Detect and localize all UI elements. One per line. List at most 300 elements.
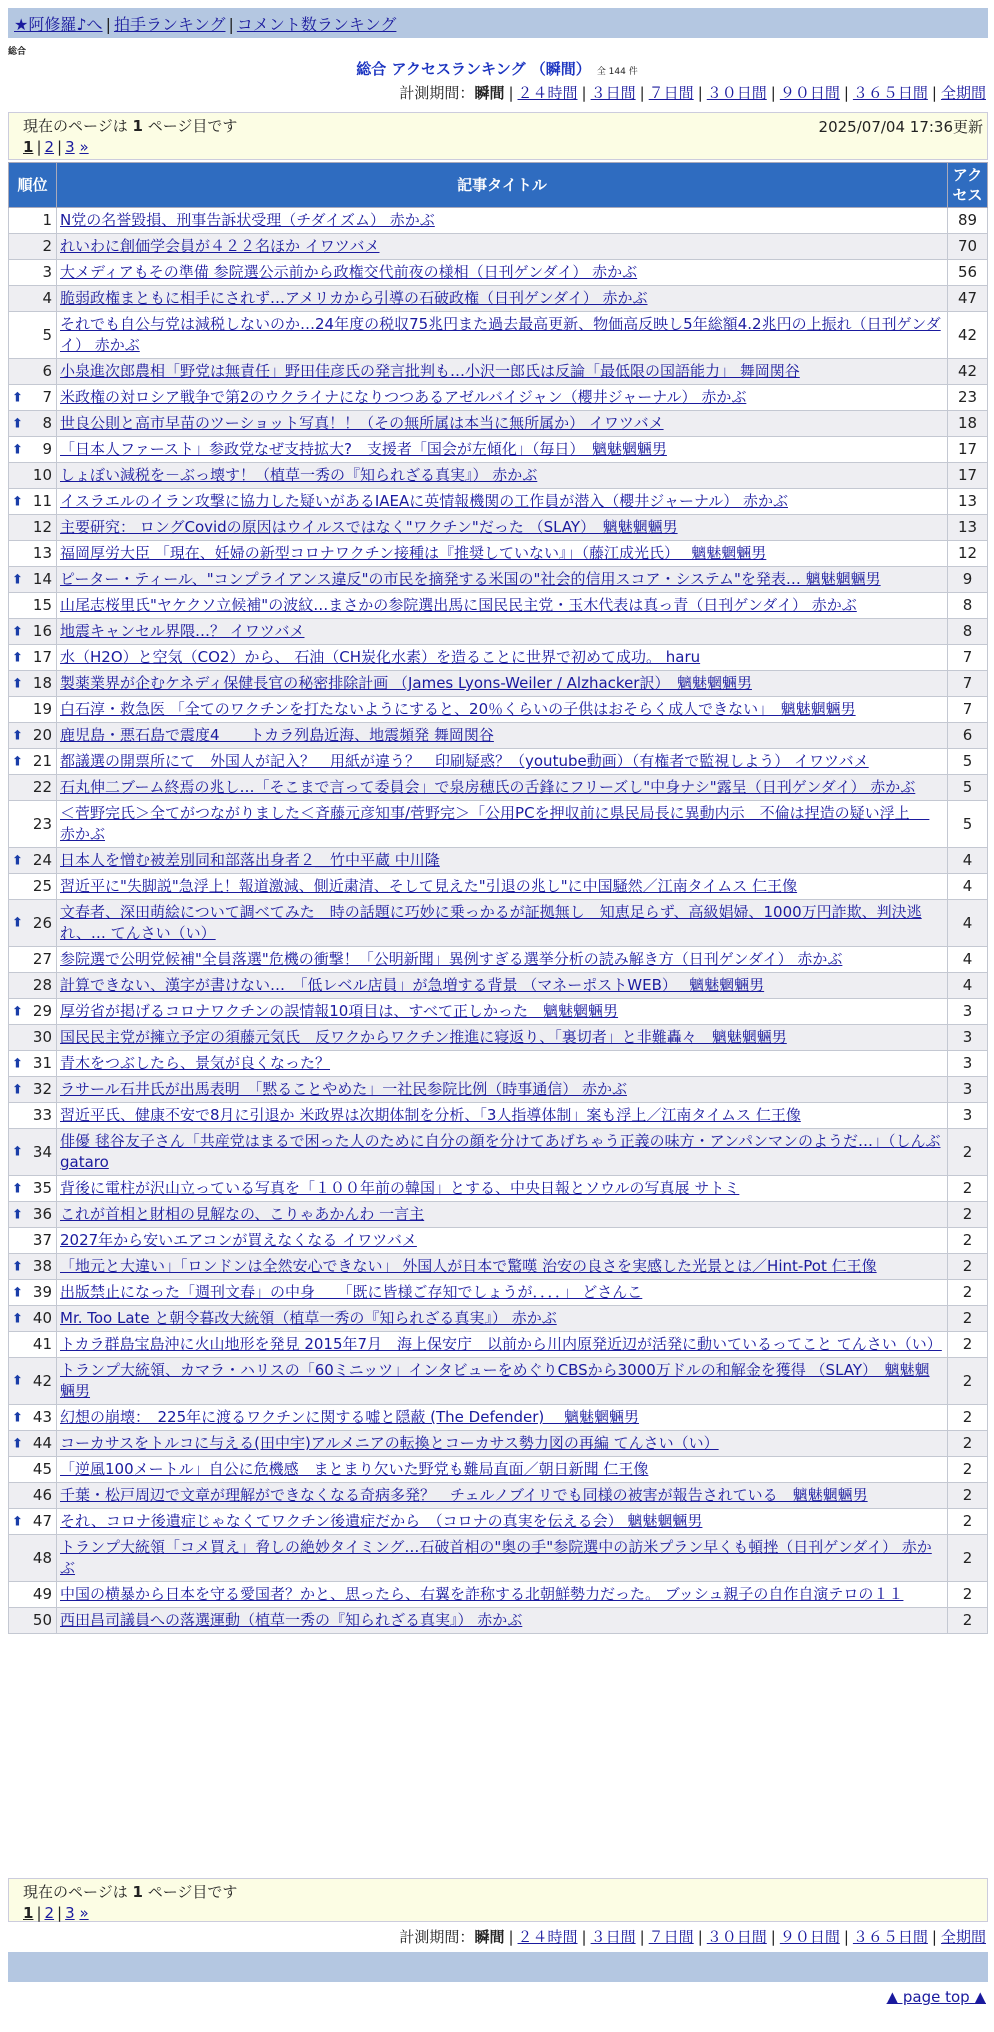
rank-up-arrow-icon: ⬆ bbox=[12, 915, 23, 931]
rank-up-arrow-icon: ⬆ bbox=[12, 1207, 23, 1222]
rank-cell bbox=[9, 1228, 57, 1254]
current-page-number: 1 bbox=[132, 1883, 143, 1901]
rank-number: 48 bbox=[32, 1548, 52, 1567]
table-row bbox=[9, 697, 988, 723]
article-title-link[interactable]: 製薬業界が企むケネディ保健長官の秘密排除計画 （James Lyons-Weiler / Alzhacker訳） 魑魅魍魎男 bbox=[60, 674, 752, 692]
title-cell bbox=[57, 1306, 948, 1332]
comment-ranking-link[interactable]: コメント数ランキング bbox=[236, 15, 397, 34]
rank-up-arrow-icon: ⬆ bbox=[12, 1285, 23, 1300]
title-cell bbox=[57, 1129, 948, 1176]
period-separator: | bbox=[639, 84, 645, 102]
table-row bbox=[9, 1405, 988, 1431]
rank-cell bbox=[9, 1025, 57, 1051]
article-title-link[interactable]: 石丸伸二ブーム終焉の兆し…「そこまで言って委員会」で泉房穂氏の舌鋒にフリーズし"中身ナシ"露呈（日刊ゲンダイ） 赤かぶ bbox=[60, 778, 916, 796]
rank-cell bbox=[9, 312, 57, 359]
page-title bbox=[0, 58, 994, 79]
article-title-link[interactable]: Mr. Too Late と朝令暮改大統領（植草一秀の『知られざる真実』） 赤かぶ bbox=[60, 1309, 557, 1327]
table-row bbox=[9, 593, 988, 619]
article-title-link[interactable]: 山尾志桜里氏"ヤケクソ立候補"の波紋…まさかの参院選出馬に国民民主党・玉木代表は真っ青（日刊ゲンダイ） 赤かぶ bbox=[60, 596, 857, 614]
ranking-heading: 総合 アクセスランキング （瞬間） bbox=[356, 60, 591, 78]
article-title-link[interactable]: トカラ群島宝島沖に火山地形を発見 2015年7月 海上保安庁 以前から川内原発近辺が活発に動いているってこと てんさい（い） bbox=[60, 1335, 942, 1353]
rank-up-arrow-icon: ⬆ bbox=[12, 1181, 23, 1196]
rank-cell bbox=[9, 1254, 57, 1280]
article-title-link[interactable]: 米政権の対ロシア戦争で第2のウクライナになりつつあるアゼルバイジャン（櫻井ジャーナル） 赤かぶ bbox=[60, 388, 747, 406]
article-title-link[interactable]: 参院選で公明党候補"全員落選"危機の衝撃！「公明新聞」異例すぎる選挙分析の読み解き方（日刊ゲンダイ） 赤かぶ bbox=[60, 950, 843, 968]
table-row bbox=[9, 1077, 988, 1103]
pager-top bbox=[8, 112, 988, 160]
rank-number: 7 bbox=[42, 388, 52, 406]
title-cell bbox=[57, 1358, 948, 1405]
period-option-link[interactable]: ３６５日間 bbox=[852, 84, 928, 102]
access-count: 42 bbox=[948, 312, 988, 359]
access-count: 2 bbox=[948, 1129, 988, 1176]
rank-cell bbox=[9, 1332, 57, 1358]
article-title-link[interactable]: 文春者、深田萌絵について調べてみた 時の話題に巧妙に乗っかるが証拠無し 知恵足らず、高級娼婦、1000万円詐欺、判決逃れ、… てんさい（い） bbox=[60, 903, 922, 942]
period-label: 計測期間： bbox=[399, 1928, 475, 1946]
access-count: 7 bbox=[948, 697, 988, 723]
article-title-link[interactable]: 「日本人ファースト」参政党なぜ支持拡大? 支援者「国会が左傾化」（毎日） 魑魅魍魎男 bbox=[60, 440, 667, 458]
title-cell bbox=[57, 593, 948, 619]
access-count: 47 bbox=[948, 286, 988, 312]
rank-number: 3 bbox=[42, 263, 52, 281]
period-option-link[interactable]: ７日間 bbox=[648, 1928, 694, 1946]
page-separator: | bbox=[57, 1904, 63, 1922]
article-title-link[interactable]: それでも自公与党は減税しないのか…24年度の税収75兆円また過去最高更新、物価高反映し5年総額4.2兆円の上振れ（日刊ゲンダイ） 赤かぶ bbox=[60, 315, 941, 354]
table-row bbox=[9, 1280, 988, 1306]
access-count: 2 bbox=[948, 1202, 988, 1228]
table-row bbox=[9, 1358, 988, 1405]
period-option-link[interactable]: ３日間 bbox=[590, 1928, 636, 1946]
rank-cell bbox=[9, 723, 57, 749]
title-cell bbox=[57, 1332, 948, 1358]
article-title-link[interactable]: 千葉・松戸周辺で文章が理解ができなくなる奇病多発？ チェルノブイリでも同様の被害が報告されている 魑魅魍魎男 bbox=[60, 1486, 868, 1504]
rank-number: 32 bbox=[32, 1080, 52, 1098]
rank-number: 47 bbox=[32, 1512, 52, 1530]
access-count: 4 bbox=[948, 947, 988, 973]
rank-cell bbox=[9, 1202, 57, 1228]
article-title-link[interactable]: 2027年から安いエアコンが買えなくなる イワツバメ bbox=[60, 1231, 417, 1249]
article-title-link[interactable]: 鹿児島・悪石島で震度4 トカラ列島近海、地震頻発 舞岡関谷 bbox=[60, 726, 494, 744]
access-count: 17 bbox=[948, 437, 988, 463]
period-current: 瞬間 bbox=[474, 84, 505, 102]
table-row bbox=[9, 723, 988, 749]
rank-number: 27 bbox=[32, 950, 52, 968]
title-cell bbox=[57, 208, 948, 234]
title-cell bbox=[57, 1077, 948, 1103]
article-title-link[interactable]: 背後に電柱が沢山立っている写真を「１００年前の韓国」とする、中央日報とソウルの写真展 サトミ bbox=[60, 1179, 740, 1197]
rank-cell bbox=[9, 489, 57, 515]
ranking-rows bbox=[9, 208, 988, 1634]
rank-number: 40 bbox=[32, 1309, 52, 1327]
rank-cell bbox=[9, 900, 57, 947]
article-title-link[interactable]: 福岡厚労大臣 「現在、妊婦の新型コロナワクチン接種は『推奨していない』」（藤江成光氏） 魑魅魍魎男 bbox=[60, 544, 767, 562]
top-nav-bar bbox=[8, 8, 988, 38]
table-row bbox=[9, 437, 988, 463]
article-title-link[interactable]: 厚労省が掲げるコロナワクチンの誤情報10項目は、すべて正しかった 魑魅魍魎男 bbox=[60, 1002, 619, 1020]
bottom-bar bbox=[8, 1952, 988, 1982]
table-row bbox=[9, 775, 988, 801]
period-separator: | bbox=[697, 84, 703, 102]
rank-up-arrow-icon: ⬆ bbox=[12, 390, 23, 405]
period-option-link[interactable]: ２４時間 bbox=[517, 1928, 578, 1946]
access-count: 89 bbox=[948, 208, 988, 234]
article-title-link[interactable]: 主要研究： ロングCovidの原因はウイルスではなく"ワクチン"だった （SLAY） 魑魅魍魎男 bbox=[60, 518, 678, 536]
title-cell bbox=[57, 1535, 948, 1582]
page-separator: | bbox=[57, 138, 63, 156]
table-row bbox=[9, 312, 988, 359]
page-separator: | bbox=[36, 138, 42, 156]
rank-number: 49 bbox=[32, 1585, 52, 1603]
article-title-link[interactable]: 俳優 毬谷友子さん「共産党はまるで困った人のために自分の顔を分けてあげちゃう正義の味方・アンパンマンのようだ…」（しんぶ gataro bbox=[60, 1132, 941, 1171]
access-count: 12 bbox=[948, 541, 988, 567]
article-title-link[interactable]: 世良公則と高市早苗のツーショット写真！！（その無所属は本当に無所属か） イワツバメ bbox=[60, 414, 664, 432]
access-count: 70 bbox=[948, 234, 988, 260]
rank-number: 17 bbox=[32, 648, 52, 666]
period-option-link[interactable]: ９０日間 bbox=[779, 1928, 840, 1946]
rank-cell bbox=[9, 749, 57, 775]
rank-cell bbox=[9, 593, 57, 619]
rank-number: 34 bbox=[32, 1142, 52, 1161]
rank-cell bbox=[9, 234, 57, 260]
rank-cell bbox=[9, 1582, 57, 1608]
access-count: 13 bbox=[948, 489, 988, 515]
rank-number: 10 bbox=[32, 466, 52, 484]
rank-number: 43 bbox=[32, 1408, 52, 1426]
table-row bbox=[9, 947, 988, 973]
article-title-link[interactable]: 白石淳・救急医 「全てのワクチンを打たないようにすると、20％くらいの子供はおそらく成人できない」 魑魅魍魎男 bbox=[60, 700, 856, 718]
rank-cell bbox=[9, 645, 57, 671]
rank-number: 8 bbox=[42, 414, 52, 432]
period-selector bbox=[399, 82, 986, 103]
article-title-link[interactable]: しょぼい減税を－ぶっ壊す！（植草一秀の『知られざる真実』） 赤かぶ bbox=[60, 466, 538, 484]
rank-cell bbox=[9, 541, 57, 567]
rank-cell bbox=[9, 801, 57, 848]
period-option-link[interactable]: ９０日間 bbox=[779, 84, 840, 102]
title-cell bbox=[57, 1405, 948, 1431]
article-title-link[interactable]: 国民民主党が擁立予定の須藤元気氏 反ワクからワクチン推進に寝返り、「裏切者」と非難轟々 魑魅魍魎男 bbox=[60, 1028, 787, 1046]
rank-cell bbox=[9, 1535, 57, 1582]
table-row bbox=[9, 1332, 988, 1358]
table-row bbox=[9, 1103, 988, 1129]
access-count: 2 bbox=[948, 1358, 988, 1405]
rank-cell bbox=[9, 437, 57, 463]
page-link[interactable]: 3 bbox=[65, 1904, 75, 1922]
rank-cell bbox=[9, 1306, 57, 1332]
pagination-links bbox=[23, 136, 973, 158]
table-row bbox=[9, 671, 988, 697]
rank-number: 4 bbox=[42, 289, 52, 307]
title-cell bbox=[57, 697, 948, 723]
period-separator: | bbox=[581, 84, 587, 102]
table-row bbox=[9, 1483, 988, 1509]
rank-cell bbox=[9, 619, 57, 645]
rank-cell bbox=[9, 1509, 57, 1535]
rank-cell bbox=[9, 1431, 57, 1457]
rank-up-arrow-icon: ⬆ bbox=[12, 494, 23, 509]
access-count: 9 bbox=[948, 567, 988, 593]
article-title-link[interactable]: 西田昌司議員への落選運動（植草一秀の『知られざる真実』） 赤かぶ bbox=[60, 1611, 523, 1629]
article-title-link[interactable]: 脆弱政権まともに相手にされず…アメリカから引導の石破政権（日刊ゲンダイ） 赤かぶ bbox=[60, 289, 648, 307]
access-count: 7 bbox=[948, 645, 988, 671]
rank-number: 20 bbox=[32, 726, 52, 744]
table-row bbox=[9, 1176, 988, 1202]
article-title-link[interactable]: 青木をつぶしたら、景気が良くなった？ bbox=[60, 1054, 331, 1072]
rank-number: 19 bbox=[32, 700, 52, 718]
article-title-link[interactable]: れいわに創価学会員が４２２名ほか イワツバメ bbox=[60, 237, 380, 255]
rank-cell bbox=[9, 1457, 57, 1483]
rank-number: 6 bbox=[42, 362, 52, 380]
title-cell bbox=[57, 260, 948, 286]
article-title-link[interactable]: 「地元と大違い」「ロンドンは全然安心できない」 外国人が日本で驚嘆 治安の良さを実感した光景とは／Hint-Pot 仁王像 bbox=[60, 1257, 877, 1275]
article-title-link[interactable]: コーカサスをトルコに与える(田中宇)アルメニアの転換とコーカサス勢力図の再編 てんさい（い） bbox=[60, 1434, 719, 1452]
article-title-link[interactable]: それ、コロナ後遺症じゃなくてワクチン後遺症だから （コロナの真実を伝える会） 魑魅魍魎男 bbox=[60, 1512, 703, 1530]
period-option-link[interactable]: ３日間 bbox=[590, 84, 636, 102]
rank-up-arrow-icon: ⬆ bbox=[12, 1311, 23, 1326]
rank-up-arrow-icon: ⬆ bbox=[12, 624, 23, 639]
table-row bbox=[9, 208, 988, 234]
rank-up-arrow-icon: ⬆ bbox=[12, 754, 23, 769]
title-cell bbox=[57, 874, 948, 900]
table-row bbox=[9, 359, 988, 385]
access-count: 3 bbox=[948, 999, 988, 1025]
rank-up-arrow-icon: ⬆ bbox=[12, 676, 23, 691]
article-title-link[interactable]: トランプ大統領、カマラ・ハリスの「60ミニッツ」インタビューをめぐりCBSから3000万ドルの和解金を獲得 （SLAY） 魑魅魍魎男 bbox=[60, 1361, 930, 1400]
title-cell bbox=[57, 286, 948, 312]
rank-up-arrow-icon: ⬆ bbox=[12, 1436, 23, 1451]
period-option-link[interactable]: ３６５日間 bbox=[852, 1928, 928, 1946]
rank-number: 5 bbox=[42, 325, 52, 344]
current-page-number: 1 bbox=[132, 117, 143, 135]
rank-cell bbox=[9, 411, 57, 437]
title-cell bbox=[57, 1025, 948, 1051]
rank-number: 42 bbox=[32, 1371, 52, 1390]
table-row bbox=[9, 1457, 988, 1483]
article-title-link[interactable]: 習近平に"失脚説"急浮上！報道激減、側近粛清、そして見えた"引退の兆し"に中国騒然／江南タイムス 仁王像 bbox=[60, 877, 798, 895]
access-count: 5 bbox=[948, 749, 988, 775]
rank-number: 21 bbox=[32, 752, 52, 770]
rank-cell bbox=[9, 671, 57, 697]
rank-up-arrow-icon: ⬆ bbox=[12, 853, 23, 868]
article-title-link[interactable]: 「逆風100メートル」自公に危機感 まとまり欠いた野党も難局直面／朝日新聞 仁王像 bbox=[60, 1460, 649, 1478]
access-count: 56 bbox=[948, 260, 988, 286]
rank-cell bbox=[9, 463, 57, 489]
table-row bbox=[9, 385, 988, 411]
rank-number: 13 bbox=[32, 544, 52, 562]
rank-number: 1 bbox=[42, 211, 52, 229]
title-cell bbox=[57, 463, 948, 489]
ranking-table bbox=[8, 162, 988, 1634]
title-cell bbox=[57, 619, 948, 645]
access-count: 2 bbox=[948, 1176, 988, 1202]
rank-cell bbox=[9, 947, 57, 973]
title-cell bbox=[57, 645, 948, 671]
rank-number: 46 bbox=[32, 1486, 52, 1504]
title-cell bbox=[57, 1457, 948, 1483]
title-cell bbox=[57, 1483, 948, 1509]
page-top-link[interactable]: ▲ page top ▲ bbox=[886, 1988, 986, 2006]
period-option-link[interactable]: ３０日間 bbox=[706, 84, 767, 102]
article-title-link[interactable]: ピーター・ティール、"コンプライアンス違反"の市民を摘発する米国の"社会的信用スコア・システム"を発表… 魑魅魍魎男 bbox=[60, 570, 881, 588]
article-title-link[interactable]: 出版禁止になった「週刊文春」の中身 「既に皆様ご存知でしょうが．．．．」 どさんこ bbox=[60, 1283, 643, 1301]
rank-number: 50 bbox=[32, 1611, 52, 1629]
access-count: 5 bbox=[948, 801, 988, 848]
access-count: 2 bbox=[948, 1483, 988, 1509]
table-row bbox=[9, 541, 988, 567]
period-separator: | bbox=[843, 1928, 849, 1946]
rank-up-arrow-icon: ⬆ bbox=[12, 1514, 23, 1529]
rank-up-arrow-icon: ⬆ bbox=[12, 728, 23, 743]
page-link[interactable]: 2 bbox=[44, 138, 55, 156]
article-title-link[interactable]: これが首相と財相の見解なの、こりゃあかんわ 一言主 bbox=[60, 1205, 425, 1223]
article-title-link[interactable]: 幻想の崩壊： 225年に渡るワクチンに関する嘘と隠蔽 (The Defender) 魑魅魍魎男 bbox=[60, 1408, 640, 1426]
rank-number: 30 bbox=[32, 1028, 52, 1046]
rank-cell bbox=[9, 286, 57, 312]
rank-number: 16 bbox=[32, 622, 52, 640]
title-cell bbox=[57, 411, 948, 437]
access-count: 13 bbox=[948, 515, 988, 541]
article-title-link[interactable]: トランプ大統領「コメ買え」脅しの絶妙タイミング…石破首相の"奥の手"参院選中の訪米プラン早くも頓挫（日刊ゲンダイ） 赤かぶ bbox=[60, 1538, 932, 1577]
access-count: 2 bbox=[948, 1306, 988, 1332]
table-row bbox=[9, 1431, 988, 1457]
article-title-link[interactable]: ラサール石井氏が出馬表明 「黙ることやめた」一社民参院比例（時事通信） 赤かぶ bbox=[60, 1080, 627, 1098]
article-title-link[interactable]: 日本人を憎む被差別同和部落出身者２＿竹中平蔵 中川隆 bbox=[60, 851, 440, 869]
article-title-link[interactable]: 計算できない、漢字が書けない… 「低レベル店員」が急増する背景 （マネーポストWEB） 魑魅魍魎男 bbox=[60, 976, 765, 994]
period-selector bbox=[399, 1926, 986, 1947]
period-option-link[interactable]: ７日間 bbox=[648, 84, 694, 102]
title-cell bbox=[57, 312, 948, 359]
access-count: 5 bbox=[948, 775, 988, 801]
table-row bbox=[9, 645, 988, 671]
title-cell bbox=[57, 1103, 948, 1129]
table-row bbox=[9, 1254, 988, 1280]
rank-cell bbox=[9, 1358, 57, 1405]
title-cell bbox=[57, 1254, 948, 1280]
access-count: 2 bbox=[948, 1332, 988, 1358]
article-title-link[interactable]: 小泉進次郎農相「野党は無責任」野田佳彦氏の発言批判も…小沢一郎氏は反論「最低限の国語能力」 舞岡関谷 bbox=[60, 362, 800, 380]
period-separator: | bbox=[508, 1928, 514, 1946]
rank-up-arrow-icon: ⬆ bbox=[12, 1259, 23, 1274]
rank-cell bbox=[9, 385, 57, 411]
article-title-link[interactable]: イスラエルのイラン攻撃に協力した疑いがあるIAEAに英情報機関の工作員が潜入（櫻井ジャーナル） 赤かぶ bbox=[60, 492, 788, 510]
title-cell bbox=[57, 1280, 948, 1306]
table-row bbox=[9, 1535, 988, 1582]
home-link[interactable]: ★阿修羅♪へ bbox=[14, 15, 103, 34]
page-link[interactable]: 3 bbox=[65, 138, 75, 156]
rank-cell bbox=[9, 697, 57, 723]
period-separator: | bbox=[843, 84, 849, 102]
rank-number: 41 bbox=[32, 1335, 52, 1353]
article-title-link[interactable]: 習近平氏、健康不安で8月に引退か 米政界は次期体制を分析、「3人指導体制」案も浮上／江南タイムス 仁王像 bbox=[60, 1106, 801, 1124]
article-title-link[interactable]: 中国の横暴から日本を守る愛国者？かと、思ったら、右翼を詐称する北朝鮮勢力だった。 ブッシュ親子の自作自演テロの１１ bbox=[60, 1585, 904, 1603]
access-count: 6 bbox=[948, 723, 988, 749]
table-row bbox=[9, 515, 988, 541]
table-row bbox=[9, 1509, 988, 1535]
article-title-link[interactable]: N党の名誉毀損、刑事告訴状受理（チダイズム） 赤かぶ bbox=[60, 211, 435, 229]
rank-number: 45 bbox=[32, 1460, 52, 1478]
page-link[interactable]: 2 bbox=[44, 1904, 55, 1922]
rank-cell bbox=[9, 999, 57, 1025]
article-title-link[interactable]: 都議選の開票所にて 外国人が記入？ 用紙が違う？ 印刷疑惑？（youtube動画）（有権者で監視しよう） イワツバメ bbox=[60, 752, 869, 770]
next-page-link[interactable]: » bbox=[79, 1904, 89, 1922]
rank-cell bbox=[9, 359, 57, 385]
table-row bbox=[9, 1202, 988, 1228]
access-count: 7 bbox=[948, 671, 988, 697]
period-separator: | bbox=[581, 1928, 587, 1946]
access-count: 2 bbox=[948, 1405, 988, 1431]
table-row bbox=[9, 749, 988, 775]
period-option-link[interactable]: 全期間 bbox=[940, 1928, 986, 1946]
rank-cell bbox=[9, 1077, 57, 1103]
clap-ranking-link[interactable]: 拍手ランキング bbox=[113, 15, 226, 34]
rank-number: 2 bbox=[42, 237, 52, 255]
table-header-row bbox=[9, 163, 988, 208]
title-cell bbox=[57, 999, 948, 1025]
article-title-link[interactable]: ＜菅野完氏＞全てがつながりました＜斉藤元彦知事/菅野完＞「公用PCを押収前に県民局長に異動内示 不倫は捏造の疑い浮上 赤かぶ bbox=[60, 804, 930, 843]
title-cell bbox=[57, 775, 948, 801]
title-cell bbox=[57, 359, 948, 385]
article-title-link[interactable]: 地震キャンセル界隈…？ イワツバメ bbox=[60, 622, 305, 640]
article-title-link[interactable]: 大メディアもその準備 参院選公示前から政権交代前夜の様相（日刊ゲンダイ） 赤かぶ bbox=[60, 263, 638, 281]
title-cell bbox=[57, 900, 948, 947]
item-count: 全 144 件 bbox=[596, 67, 638, 77]
title-cell bbox=[57, 1176, 948, 1202]
rank-number: 15 bbox=[32, 596, 52, 614]
access-count: 42 bbox=[948, 359, 988, 385]
access-count: 23 bbox=[948, 385, 988, 411]
period-option-link[interactable]: ３０日間 bbox=[706, 1928, 767, 1946]
access-count: 4 bbox=[948, 874, 988, 900]
title-cell bbox=[57, 973, 948, 999]
rank-number: 14 bbox=[32, 570, 52, 588]
page-top-link-wrap bbox=[887, 1988, 986, 2006]
period-separator: | bbox=[770, 84, 776, 102]
period-option-link[interactable]: ２４時間 bbox=[517, 84, 578, 102]
rank-up-arrow-icon: ⬆ bbox=[12, 1373, 23, 1389]
table-row bbox=[9, 1306, 988, 1332]
access-count: 3 bbox=[948, 1103, 988, 1129]
updated-timestamp: 2025/07/04 17:36更新 bbox=[818, 118, 983, 136]
article-title-link[interactable]: 水（H2O）と空気（CO2）から、 石油（CH炭化水素）を造ることに世界で初めて成功。 haru bbox=[60, 648, 701, 666]
table-row bbox=[9, 260, 988, 286]
current-page-link: 1 bbox=[23, 1904, 34, 1922]
rank-cell bbox=[9, 260, 57, 286]
table-row bbox=[9, 234, 988, 260]
table-row bbox=[9, 463, 988, 489]
rank-number: 12 bbox=[32, 518, 52, 536]
period-separator: | bbox=[639, 1928, 645, 1946]
access-count: 2 bbox=[948, 1582, 988, 1608]
period-option-link[interactable]: 全期間 bbox=[940, 84, 986, 102]
title-column-header: 記事タイトル bbox=[57, 163, 948, 208]
access-count: 2 bbox=[948, 1254, 988, 1280]
title-cell bbox=[57, 437, 948, 463]
rank-number: 37 bbox=[32, 1231, 52, 1249]
nav-separator: | bbox=[228, 15, 234, 34]
access-column-header: アクセス bbox=[948, 163, 988, 208]
table-row bbox=[9, 1129, 988, 1176]
title-cell bbox=[57, 1228, 948, 1254]
rank-number: 9 bbox=[42, 440, 52, 458]
rank-cell bbox=[9, 208, 57, 234]
next-page-link[interactable]: » bbox=[79, 138, 89, 156]
rank-number: 28 bbox=[32, 976, 52, 994]
page-separator: | bbox=[36, 1904, 42, 1922]
rank-cell bbox=[9, 1103, 57, 1129]
rank-up-arrow-icon: ⬆ bbox=[12, 650, 23, 665]
access-count: 2 bbox=[948, 1457, 988, 1483]
access-count: 3 bbox=[948, 1025, 988, 1051]
title-cell bbox=[57, 749, 948, 775]
